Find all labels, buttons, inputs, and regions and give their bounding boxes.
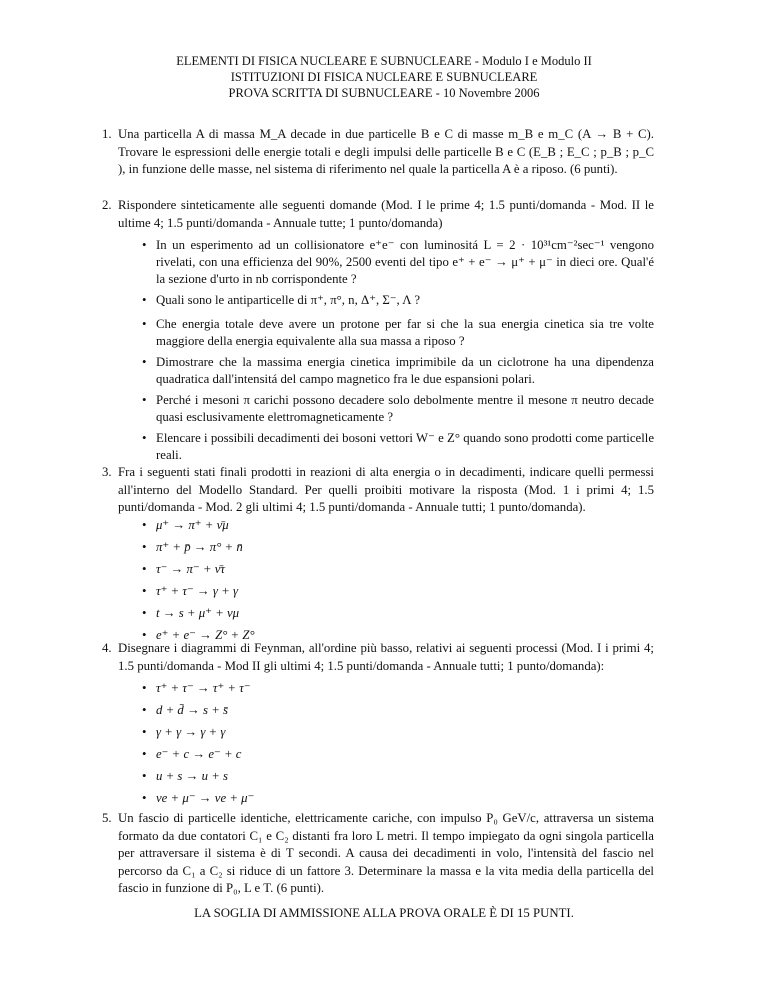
- list-item: • Che energia totale deve avere un protone per far si che la sua energia cinetica sia tre volte maggiore della energia equivalente alla sua massa a riposo ?: [142, 317, 654, 348]
- question-number: 1.: [102, 127, 112, 141]
- header-line-3: PROVA SCRITTA DI SUBNUCLEARE - 10 Novembre 2006: [228, 86, 540, 100]
- question-number: 4.: [102, 641, 112, 655]
- list-item: • τ⁺ + τ⁻ → τ⁺ + τ⁻: [142, 681, 251, 695]
- question-4: [102, 640, 654, 675]
- list-item: • νe + μ⁻ → νe + μ⁻: [142, 791, 255, 805]
- list-item: • Dimostrare che la massima energia cinetica imprimibile da un ciclotrone ha una dipendenza quadratica dall'intensitá del campo magnetico fra le due espansioni polari.: [142, 355, 654, 386]
- question-2: [102, 197, 654, 232]
- bullet-icon: •: [142, 317, 147, 331]
- question-number: 5.: [102, 811, 112, 825]
- header-line-1: ELEMENTI DI FISICA NUCLEARE E SUBNUCLEARE - Modulo I e Modulo II: [176, 54, 592, 68]
- bullet-icon: •: [142, 518, 147, 532]
- list-item: • Quali sono le antiparticelle di π⁺, π°, n, Δ⁺, Σ⁻, Λ ?: [142, 293, 421, 307]
- bullet-icon: •: [142, 393, 147, 407]
- question-text: Una particella A di massa M_A decade in due particelle B e C di masse m_B e m_C (A → B + C). Trovare le espressioni delle energie totali e degli impulsi delle particelle B e C (E_B ; E_C ; p_B ; p_C ), in funzione delle masse, nel sistema di riferimento nel quale la particella A è a riposo. (6 punti).: [118, 127, 654, 176]
- list-item: • e⁻ + c → e⁻ + c: [142, 747, 242, 761]
- list-item: • π⁺ + p̄ → π° + n̄: [142, 540, 243, 554]
- list-item: • Elencare i possibili decadimenti dei bosoni vettori W⁻ e Z° quando sono prodotti come particelle reali.: [142, 431, 654, 462]
- question-number: 3.: [102, 465, 112, 479]
- list-item: • μ⁺ → π⁺ + ν̄μ: [142, 518, 229, 532]
- bullet-icon: •: [142, 584, 147, 598]
- bullet-icon: •: [142, 703, 147, 717]
- bullet-icon: •: [142, 725, 147, 739]
- bullet-icon: •: [142, 791, 147, 805]
- list-item: • e⁺ + e⁻ → Z° + Z°: [142, 628, 255, 642]
- question-3-list: [142, 518, 542, 650]
- list-item: • τ⁺ + τ⁻ → γ + γ: [142, 584, 239, 598]
- admission-threshold-note: LA SOGLIA DI AMMISSIONE ALLA PROVA ORALE È DI 15 PUNTI.: [194, 906, 574, 920]
- question-text: Fra i seguenti stati finali prodotti in reazioni di alta energia o in decadimenti, indicare quelli permessi all'interno del Modello Standard. Per quelli proibiti motivare la risposta (Mod. 1 i primi 4; 1.5 punti/domanda - Mod. 2 gli ultimi 4; 1.5 punti/domanda - Annuale tutti; 1 punto/domanda).: [118, 465, 654, 514]
- list-item: • t → s + μ⁺ + νμ: [142, 606, 240, 620]
- list-item: • d + d̄ → s + s̄: [142, 703, 229, 717]
- question-2-list: [142, 237, 654, 468]
- question-5: [102, 810, 654, 898]
- bullet-icon: •: [142, 681, 147, 695]
- list-item: • u + s → u + s: [142, 769, 229, 783]
- exam-header: [0, 53, 768, 101]
- bullet-icon: •: [142, 540, 147, 554]
- bullet-icon: •: [142, 769, 147, 783]
- bullet-icon: •: [142, 293, 147, 307]
- question-4-list: [142, 681, 542, 813]
- bullet-icon: •: [142, 238, 147, 252]
- bullet-icon: •: [142, 747, 147, 761]
- bullet-icon: •: [142, 628, 147, 642]
- question-number: 2.: [102, 198, 112, 212]
- question-text: Rispondere sinteticamente alle seguenti domande (Mod. I le prime 4; 1.5 punti/domanda - Mod. II le ultime 4; 1.5 punti/domanda - Annuale tutte; 1 punto/domanda): [118, 198, 654, 230]
- list-item: • γ + γ → γ + γ: [142, 725, 226, 739]
- list-item: • Perché i mesoni π carichi possono decadere solo debolmente mentre il mesone π neutro decade quasi esclusivamente elettromagneticamente ?: [142, 393, 654, 424]
- question-text: Un fascio di particelle identiche, elettricamente cariche, con impulso P₀ GeV/c, attraversa un sistema formato da due contatori C₁ e C₂ distanti fra loro L metri. Il tempo impiegato da ogni singola particella per attraversare il sistema è di T secondi. A causa dei decadimenti in volo, l'intensità del fascio nel percorso da C₁ a C₂ si riduce di un fattore 3. Determinare la massa e la vita media della particella del fascio in funzione di P₀, L e T. (6 punti).: [118, 811, 654, 895]
- bullet-icon: •: [142, 355, 147, 369]
- bullet-icon: •: [142, 606, 147, 620]
- bullet-icon: •: [142, 562, 147, 576]
- question-text: Disegnare i diagrammi di Feynman, all'ordine più basso, relativi ai seguenti processi (Mod. I i primi 4; 1.5 punti/domanda - Mod II gli ultimi 4; 1.5 punti/domanda - Annuale tutti; 1 punto/domanda):: [118, 641, 654, 673]
- question-3: [102, 464, 654, 517]
- header-line-2: ISTITUZIONI DI FISICA NUCLEARE E SUBNUCLEARE: [230, 70, 538, 84]
- list-item: • In un esperimento ad un collisionatore e⁺e⁻ con luminositá L = 2 · 10³¹cm⁻²sec⁻¹ vengono rivelati, con una efficienza del 90%, 2500 eventi del tipo e⁺ + e⁻ → μ⁺ + μ⁻ in dieci ore. Qual'é la sezione d'urto in nb corrispondente ?: [142, 238, 654, 286]
- question-1: [102, 126, 654, 179]
- list-item: • τ⁻ → π⁻ + ν̄τ: [142, 562, 225, 576]
- bullet-icon: •: [142, 431, 147, 445]
